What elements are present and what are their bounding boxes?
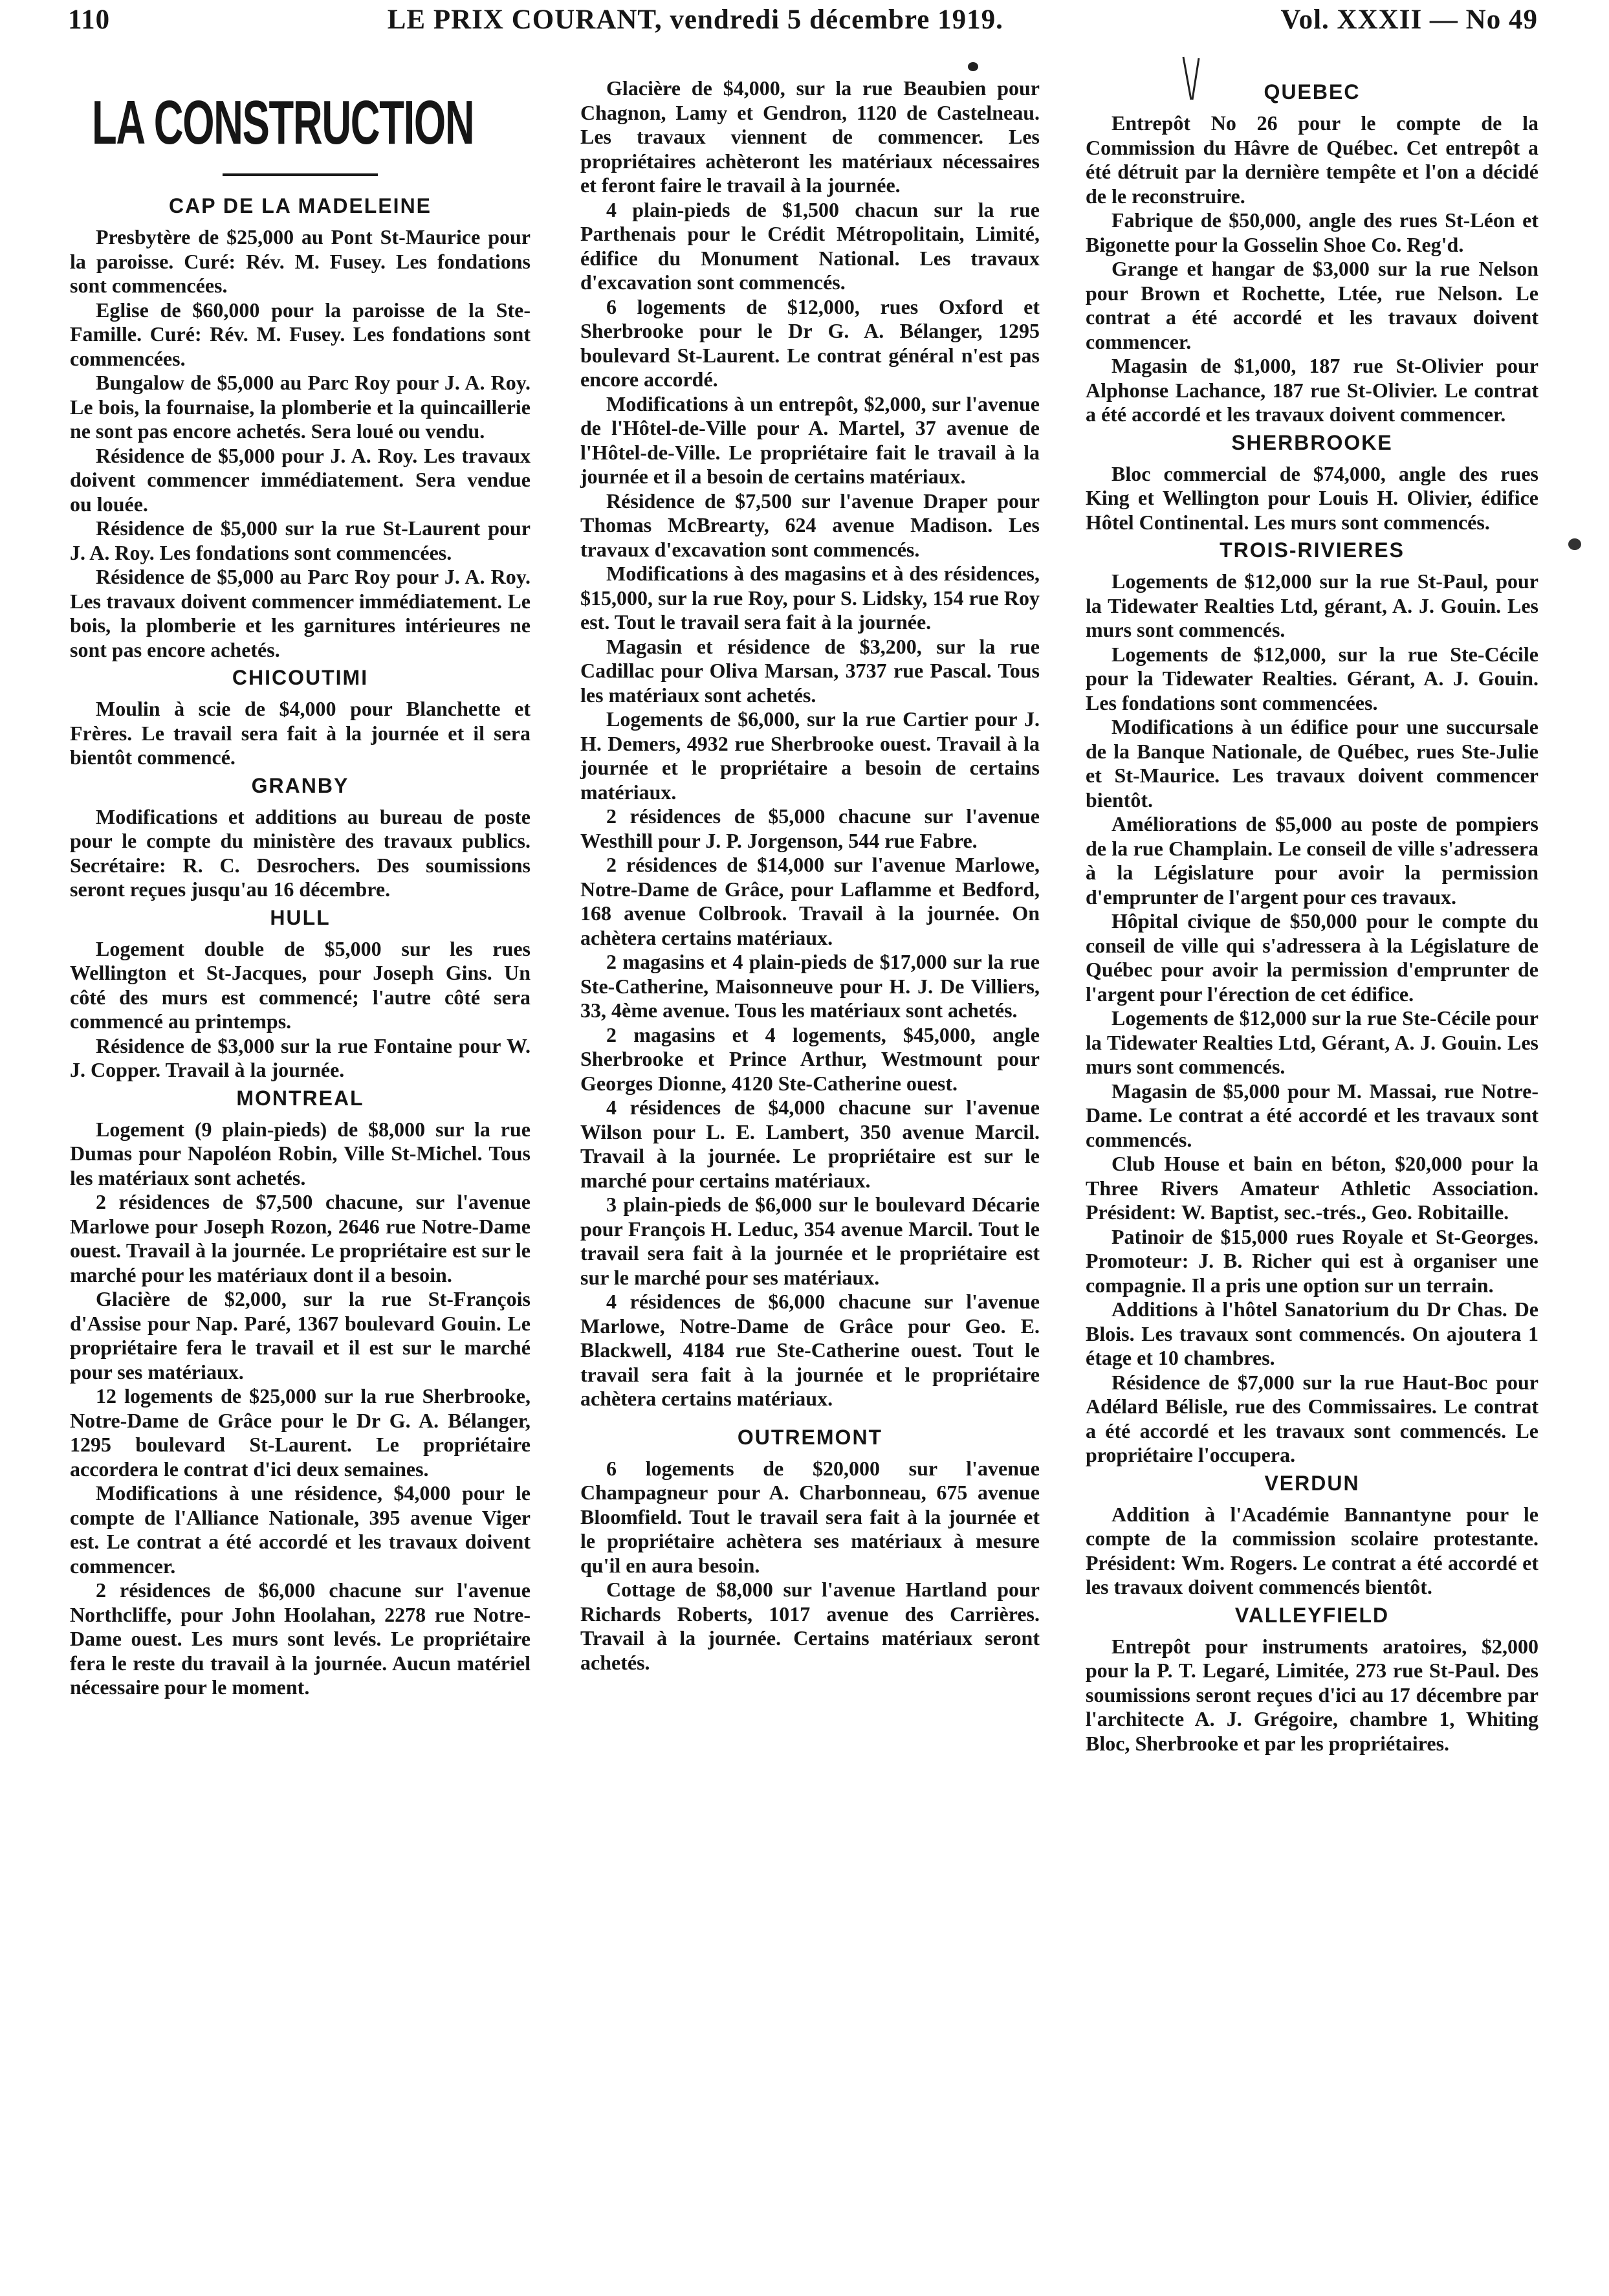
listing-item: 4 plain-pieds de $1,500 chacun sur la rue Parthenais pour le Crédit Métropolitain, Limité, édifice du Monument National. Les travaux d'excavation sont commencés.	[580, 197, 1040, 294]
listing-item: Logements de $12,000, sur la rue Ste-Cécile pour la Tidewater Realties. Gérant, A. J. Gouin. Les fondations sont commencées.	[1086, 642, 1538, 714]
publication-line: LE PRIX COURANT, vendredi 5 décembre 1919.	[387, 5, 1003, 35]
listing-item: Logements de $12,000 sur la rue Ste-Cécile pour la Tidewater Realties Ltd, Gérant, A. J. Gouin. Les murs sont commencés.	[1086, 1006, 1538, 1078]
listing-item: Modifications à des magasins et à des résidences, $15,000, sur la rue Roy, pour S. Lidsky, 154 rue Roy est. Tout le travail sera fait à la journée.	[580, 562, 1040, 634]
section-heading: CHICOUTIMI	[232, 666, 369, 689]
listing-item: Modifications et additions au bureau de poste pour le compte du ministère des travaux publics. Secrétaire: R. C. Desrochers. Des soumissions seront reçues jusqu'au 16 décembre.	[70, 804, 531, 901]
listing-item: Modifications à une résidence, $4,000 pour le compte de l'Alliance Nationale, 395 avenue Viger est. Le contrat a été accordé et les travaux doivent commencer.	[70, 1481, 531, 1578]
listing-item: Résidence de $5,000 au Parc Roy pour J. A. Roy. Les travaux doivent commencer immédiatement. Le bois, la plomberie et les garnitures intérieures ne sont pas encore achetés.	[70, 565, 531, 661]
listing-item: 2 résidences de $6,000 chacune sur l'avenue Northcliffe, pour John Hoolahan, 2278 rue Notre-Dame ouest. Les murs sont levés. Le propriétaire fera le reste du travail à la journée. Aucun matériel nécessaire pour le moment.	[70, 1578, 531, 1699]
section-heading: TROIS-RIVIERES	[1220, 538, 1405, 562]
listing-item: Bloc commercial de $74,000, angle des rues King et Wellington pour Louis H. Olivier, édifice Hôtel Continental. Les murs sont commencés.	[1086, 461, 1538, 534]
listing-item: Fabrique de $50,000, angle des rues St-Léon et Bigonette pour la Gosselin Shoe Co. Reg'd.	[1086, 208, 1538, 256]
listing-item: Logement double de $5,000 sur les rues Wellington et St-Jacques, pour Joseph Gins. Un côté des murs est commencé; l'autre côté sera commencé au printemps.	[70, 936, 531, 1033]
listing-item: Logement (9 plain-pieds) de $8,000 sur la rue Dumas pour Napoléon Robin, Ville St-Michel. Tous les matériaux sont achetés.	[70, 1117, 531, 1189]
listing-item: Patinoir de $15,000 rues Royale et St-Georges. Promoteur: J. B. Richer qui est à organiser une compagnie. Il a pris une option sur un terrain.	[1086, 1224, 1538, 1297]
listing-item: 2 résidences de $7,500 chacune, sur l'avenue Marlowe pour Joseph Rozon, 2646 rue Notre-Dame ouest. Travail à la journée. Le propriétaire est sur le marché pour les matériaux dont il a besoin.	[70, 1190, 531, 1286]
listing-item: 2 résidences de $14,000 sur l'avenue Marlowe, Notre-Dame de Grâce, pour Laflamme et Bedford, 168 avenue Colbrook. Travail à la journée. On achètera certains matériaux.	[580, 853, 1040, 949]
listing-item: 4 résidences de $4,000 chacune sur l'avenue Wilson pour L. E. Lambert, 350 avenue Marcil. Travail à la journée. Le propriétaire est sur le marché pour certains matériaux.	[580, 1096, 1040, 1192]
column-2	[580, 76, 1040, 1675]
listing-item: 4 résidences de $6,000 chacune sur l'avenue Marlowe, Notre-Dame de Grâce pour Geo. E. Blackwell, 4184 rue Ste-Catherine ouest. Tout le travail sera fait à la journée et le propriétaire achètera certains matériaux.	[580, 1290, 1040, 1410]
listing-item: Hôpital civique de $50,000 pour le compte du conseil de ville qui s'adressera à la Législature de Québec pour avoir la permission d'emprunter de l'argent pour l'érection de cet édifice.	[1086, 909, 1538, 1006]
section-heading: SHERBROOKE	[1231, 430, 1393, 454]
listing-item: Cottage de $8,000 sur l'avenue Hartland pour Richards Roberts, 1017 avenue des Carrières. Travail à la journée. Certains matériaux seront achetés.	[580, 1578, 1040, 1674]
listing-item: Résidence de $5,000 pour J. A. Roy. Les travaux doivent commencer immédiatement. Sera vendue ou louée.	[70, 443, 531, 516]
listing-item: 6 logements de $20,000 sur l'avenue Champagneur pour A. Charbonneau, 675 avenue Bloomfield. Tout le travail sera fait à la journée et le propriétaire achètera ses matériaux à mesure qu'il en aura besoin.	[580, 1456, 1040, 1577]
title-rule	[223, 173, 378, 176]
listing-item: Additions à l'hôtel Sanatorium du Dr Chas. De Blois. Les travaux sont commencés. On ajoutera 1 étage et 10 chambres.	[1086, 1297, 1538, 1369]
listing-item: Résidence de $7,500 sur l'avenue Draper pour Thomas McBrearty, 624 avenue Madison. Les travaux d'excavation sont commencés.	[580, 489, 1040, 561]
listing-item: Magasin de $5,000 pour M. Massai, rue Notre-Dame. Le contrat a été accordé et les travaux sont commencés.	[1086, 1079, 1538, 1151]
listing-item: Logements de $12,000 sur la rue St-Paul, pour la Tidewater Realties Ltd, gérant, A. J. Gouin. Les murs sont commencés.	[1086, 569, 1538, 641]
section-heading: MONTREAL	[236, 1086, 364, 1110]
listing-item: 2 magasins et 4 plain-pieds de $17,000 sur la rue Ste-Catherine, Maisonneuve pour H. J. De Villiers, 33, 4ème avenue. Tous les matériaux sont achetés.	[580, 950, 1040, 1022]
listing-item: Modifications à un entrepôt, $2,000, sur l'avenue de l'Hôtel-de-Ville pour A. Martel, 37 avenue de l'Hôtel-de-Ville. Le propriétaire fait le travail à la journée et il a besoin de certains matériaux.	[580, 392, 1040, 488]
section-heading: QUEBEC	[1264, 80, 1361, 104]
volume-number: Vol. XXXII — No 49	[1280, 5, 1538, 35]
listing-item: Améliorations de $5,000 au poste de pompiers de la rue Champlain. Le conseil de ville s'adressera à la Législature pour avoir la permission d'emprunter de l'argent pour ces travaux.	[1086, 812, 1538, 909]
listing-item: Résidence de $5,000 sur la rue St-Laurent pour J. A. Roy. Les fondations sont commencées.	[70, 516, 531, 564]
section-heading: VERDUN	[1264, 1471, 1360, 1495]
section-heading: VALLEYFIELD	[1234, 1603, 1390, 1627]
listing-item: Résidence de $3,000 sur la rue Fontaine pour W. J. Copper. Travail à la journée.	[70, 1033, 531, 1081]
section-heading: GRANBY	[251, 773, 349, 797]
listing-item: Logements de $6,000, sur la rue Cartier pour J. H. Demers, 4932 rue Sherbrooke ouest. Travail à la journée et le propriétaire a besoin de certains matériaux.	[580, 707, 1040, 804]
listing-item: Entrepôt pour instruments aratoires, $2,000 pour la P. T. Legaré, Limitée, 273 rue St-Paul. Des soumissions seront reçues d'ici au 17 décembre par l'architecte A. J. Grégoire, chambre 1, Whiting Bloc, Sherbrooke et par les propriétaires.	[1086, 1634, 1538, 1755]
page-number: 110	[68, 5, 111, 35]
listing-item: Presbytère de $25,000 au Pont St-Maurice pour la paroisse. Curé: Rév. M. Fusey. Les fondations sont commencées.	[70, 225, 531, 297]
section-heading: CAP DE LA MADELEINE	[168, 194, 432, 217]
listing-item: Magasin de $1,000, 187 rue St-Olivier pour Alphonse Lachance, 187 rue St-Olivier. Le contrat a été accordé et les travaux doivent commencer.	[1086, 354, 1538, 426]
listing-item: Entrepôt No 26 pour le compte de la Commission du Hâvre de Québec. Cet entrepôt a été détruit par la dernière tempête et l'on a décidé de le reconstruire.	[1086, 111, 1538, 208]
ink-spot	[968, 62, 978, 71]
listing-item: Grange et hangar de $3,000 sur la rue Nelson pour Brown et Rochette, Ltée, rue Nelson. Le contrat a été accordé et les travaux doivent commencer.	[1086, 257, 1538, 353]
article-title: LA CONSTRUCTION	[92, 88, 474, 157]
listing-item: 2 résidences de $5,000 chacune sur l'avenue Westhill pour J. P. Jorgenson, 544 rue Fabre.	[580, 804, 1040, 852]
column-1	[70, 76, 531, 1700]
listing-item: 2 magasins et 4 logements, $45,000, angle Sherbrooke et Prince Arthur, Westmount pour Georges Dionne, 4120 Ste-Catherine ouest.	[580, 1022, 1040, 1095]
listing-item: Modifications à un édifice pour une succursale de la Banque Nationale, de Québec, rues Ste-Julie et St-Maurice. Les travaux doivent commencer bientôt.	[1086, 715, 1538, 811]
listing-item: Addition à l'Académie Bannantyne pour le compte de la commission scolaire protestante. Président: Wm. Rogers. Le contrat a été accordé et les travaux doivent commencés bientôt.	[1086, 1502, 1538, 1598]
listing-item: Résidence de $7,000 sur la rue Haut-Boc pour Adélard Bélisle, rue des Commissaires. Le contrat a été accordé et les travaux sont commencés. Le propriétaire l'occupera.	[1086, 1370, 1538, 1466]
listing-item: Bungalow de $5,000 au Parc Roy pour J. A. Roy. Le bois, la fournaise, la plomberie et la quincaillerie ne sont pas encore achetés. Sera loué ou vendu.	[70, 371, 531, 443]
listing-item: Magasin et résidence de $3,200, sur la rue Cadillac pour Oliva Marsan, 3737 rue Pascal. Tous les matériaux sont achetés.	[580, 634, 1040, 707]
listing-item: Eglise de $60,000 pour la paroisse de la Ste-Famille. Curé: Rév. M. Fusey. Les fondations sont commencées.	[70, 298, 531, 370]
running-head	[68, 4, 1538, 45]
listing-item: 12 logements de $25,000 sur la rue Sherbrooke, Notre-Dame de Grâce pour le Dr G. A. Bélanger, 1295 boulevard St-Laurent. Le propriétaire accordera le contrat d'ici deux semaines.	[70, 1384, 531, 1481]
listing-item: 6 logements de $12,000, rues Oxford et Sherbrooke pour le Dr G. A. Bélanger, 1295 boulevard St-Laurent. Le contrat général n'est pas encore accordé.	[580, 294, 1040, 391]
ink-spot	[1568, 538, 1581, 550]
section-heading: HULL	[270, 905, 331, 929]
listing-item: Club House et bain en béton, $20,000 pour la Three Rivers Amateur Athletic Association. Président: W. Baptist, sec.-trés., Geo. Robitaille.	[1086, 1152, 1538, 1224]
listing-item: 3 plain-pieds de $6,000 sur le boulevard Décarie pour François H. Leduc, 354 avenue Marcil. Tout le travail sera fait à la journée et le propriétaire est sur le marché pour ses matériaux.	[580, 1193, 1040, 1289]
listing-item: Glacière de $4,000, sur la rue Beaubien pour Chagnon, Lamy et Gendron, 1120 de Castelneau. Les travaux viennent de commencer. Les propriétaires achèteront les matériaux nécessaires et feront faire le travail à la journée.	[580, 76, 1040, 197]
section-heading: OUTREMONT	[737, 1425, 883, 1449]
listing-item: Moulin à scie de $4,000 pour Blanchette et Frères. Le travail sera fait à la journée et il sera bientôt commencé.	[70, 697, 531, 769]
column-3	[1086, 76, 1538, 1756]
listing-item: Glacière de $2,000, sur la rue St-François d'Assise pour Nap. Paré, 1367 boulevard Gouin. Le propriétaire fera le travail et il est sur le marché pour ses matériaux.	[70, 1287, 531, 1384]
